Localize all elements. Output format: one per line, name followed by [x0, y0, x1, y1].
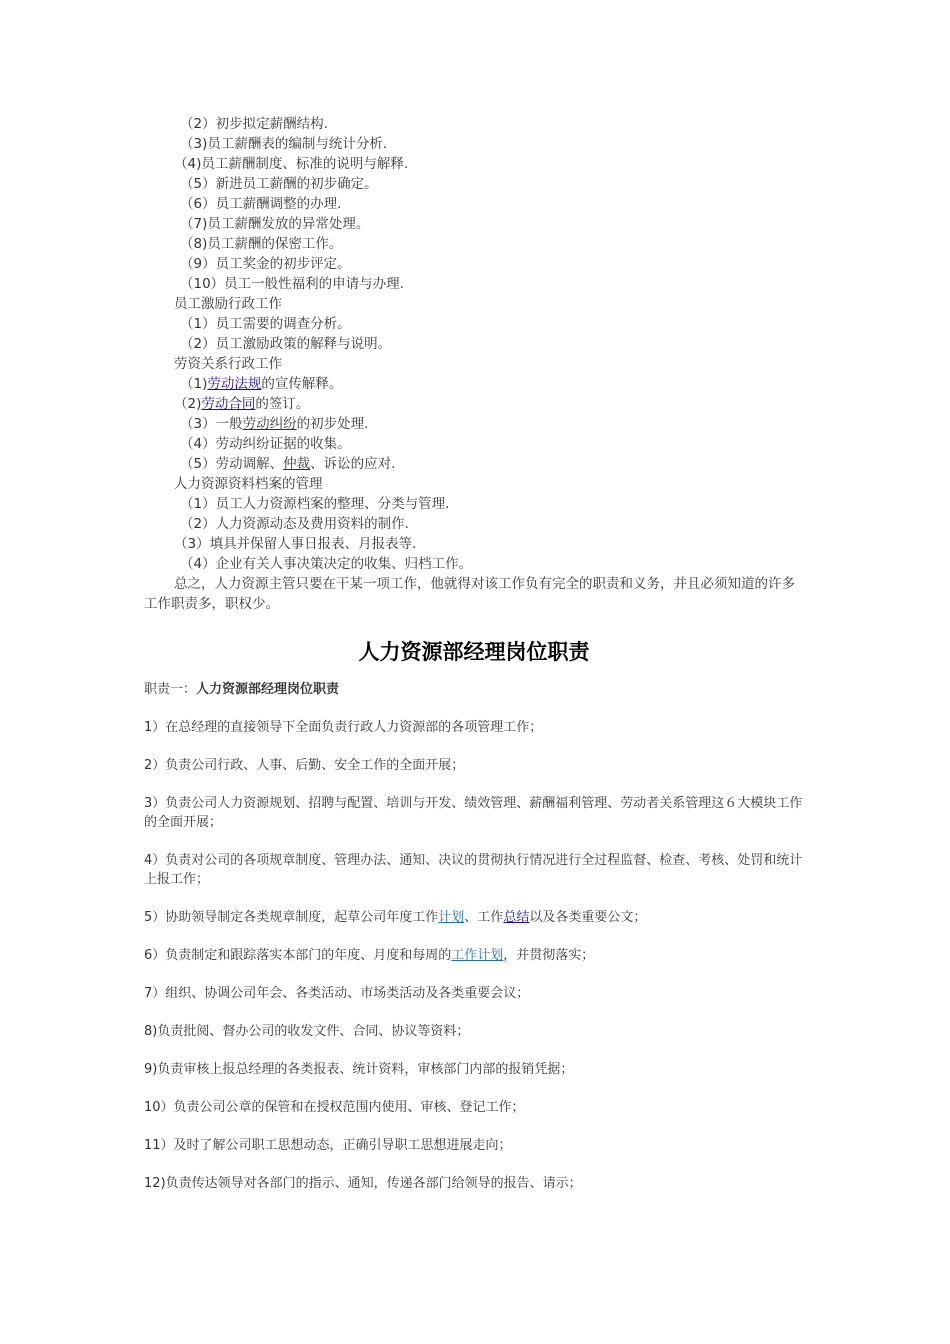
duty-item: 9)负责审核上报总经理的各类报表、统计资料，审核部门内部的报销凭据；	[144, 1062, 574, 1077]
labor-contract-link[interactable]: 劳动合同	[201, 396, 256, 412]
section-heading: 人力资源部经理岗位职责	[358, 640, 590, 664]
duty-label: 职责一：	[144, 682, 197, 697]
duty-item: 3）负责公司人力资源规划、招聘与配置、培训与开发、绩效管理、薪酬福利管理、劳动者关系管理这６大模块工作的全面开展；	[144, 796, 803, 830]
plan-link[interactable]: 计划	[438, 910, 465, 925]
duty-item: 10）负责公司公章的保管和在授权范围内使用、审核、登记工作；	[144, 1100, 525, 1115]
labor-item-suffix: 、诉讼的应对.	[310, 456, 396, 472]
duty-title: 人力资源部经理岗位职责	[196, 682, 340, 697]
work-plan-link[interactable]: 工作计划	[451, 948, 504, 963]
salary-item: （3)员工薪酬表的编制与统计分析.	[180, 136, 388, 152]
labor-item	[144, 454, 804, 474]
labor-item	[144, 394, 804, 414]
archive-item: （1）员工人力资源档案的整理、分类与管理.	[180, 496, 450, 512]
salary-item: （9）员工奖金的初步评定。	[180, 256, 351, 272]
salary-item: （6）员工薪酬调整的办理.	[180, 196, 342, 212]
labor-item	[144, 414, 804, 434]
archive-item: （2）人力资源动态及费用资料的制作.	[180, 516, 409, 532]
labor-section-title: 劳资关系行政工作	[174, 356, 282, 372]
salary-item: （8)员工薪酬的保密工作。	[180, 236, 343, 252]
salary-item: （2）初步拟定薪酬结构.	[180, 116, 328, 132]
labor-item-prefix: （3）一般	[180, 416, 243, 432]
labor-item	[144, 374, 804, 394]
duty-text: 6）负责制定和跟踪落实本部门的年度、月度和每周的	[144, 948, 452, 963]
duty-text: 、工作	[464, 910, 504, 925]
archive-item: （3）填具并保留人事日报表、月报表等.	[174, 536, 417, 552]
duty-item	[144, 946, 804, 965]
duty-item: 2）负责公司行政、人事、后勤、安全工作的全面开展；	[144, 758, 465, 773]
salary-item: （5）新进员工薪酬的初步确定。	[180, 176, 378, 192]
salary-item: （7)员工薪酬发放的异常处理。	[180, 216, 370, 232]
document-page	[144, 114, 804, 1212]
arbitration-term: 仲裁	[283, 456, 311, 472]
duty-item: 1）在总经理的直接领导下全面负责行政人力资源部的各项管理工作；	[144, 720, 543, 735]
duty-text: 以及各类重要公文；	[529, 910, 647, 925]
archive-section-title: 人力资源资料档案的管理	[174, 476, 323, 492]
incentive-section-title: 员工激励行政工作	[174, 296, 282, 312]
duty-text: 5）协助领导制定各类规章制度，起草公司年度工作	[144, 910, 439, 925]
salary-item: （10）员工一般性福利的申请与办理.	[180, 276, 404, 292]
labor-item-suffix: 的宣传解释。	[261, 376, 343, 392]
labor-item: （4）劳动纠纷证据的收集。	[180, 436, 351, 452]
duty-item: 4）负责对公司的各项规章制度、管理办法、通知、决议的贯彻执行情况进行全过程监督、检查、考核、处罚和统计上报工作；	[144, 853, 803, 887]
duty-item: 11）及时了解公司职工思想动态，正确引导职工思想进展走向；	[144, 1138, 512, 1153]
labor-dispute-term: 劳动纠纷	[242, 416, 297, 432]
salary-item: （4)员工薪酬制度、标准的说明与解释.	[174, 156, 409, 172]
summary-paragraph: 总之，人力资源主管只要在干某一项工作，他就得对该工作负有完全的职责和义务，并且必须知道的许多工作职责多，职权少。	[144, 576, 795, 612]
hr-supervisor-duties-continued	[144, 114, 804, 614]
duty-header	[144, 680, 804, 699]
labor-item-prefix: （5）劳动调解、	[180, 456, 284, 472]
labor-item-prefix: （2)	[174, 396, 202, 412]
duty-item: 8)负责批阅、督办公司的收发文件、合同、协议等资料；	[144, 1024, 470, 1039]
duty-item	[144, 908, 804, 927]
labor-item-suffix: 的签订。	[255, 396, 310, 412]
labor-item-prefix: （1)	[180, 376, 208, 392]
labor-law-link[interactable]: 劳动法规	[207, 376, 262, 392]
incentive-item: （2）员工激励政策的解释与说明。	[180, 336, 392, 352]
hr-manager-duties	[144, 680, 804, 1193]
incentive-item: （1）员工需要的调查分析。	[180, 316, 351, 332]
archive-item: （4）企业有关人事决策决定的收集、归档工作。	[180, 556, 473, 572]
labor-item-suffix: 的初步处理.	[296, 416, 369, 432]
summary-link[interactable]: 总结	[503, 910, 530, 925]
duty-item: 7）组织、协调公司年会、各类活动、市场类活动及各类重要会议；	[144, 986, 530, 1001]
duty-item: 12)负责传达领导对各部门的指示、通知，传递各部门给领导的报告、请示；	[144, 1176, 582, 1191]
duty-text: ，并贯彻落实；	[503, 948, 595, 963]
